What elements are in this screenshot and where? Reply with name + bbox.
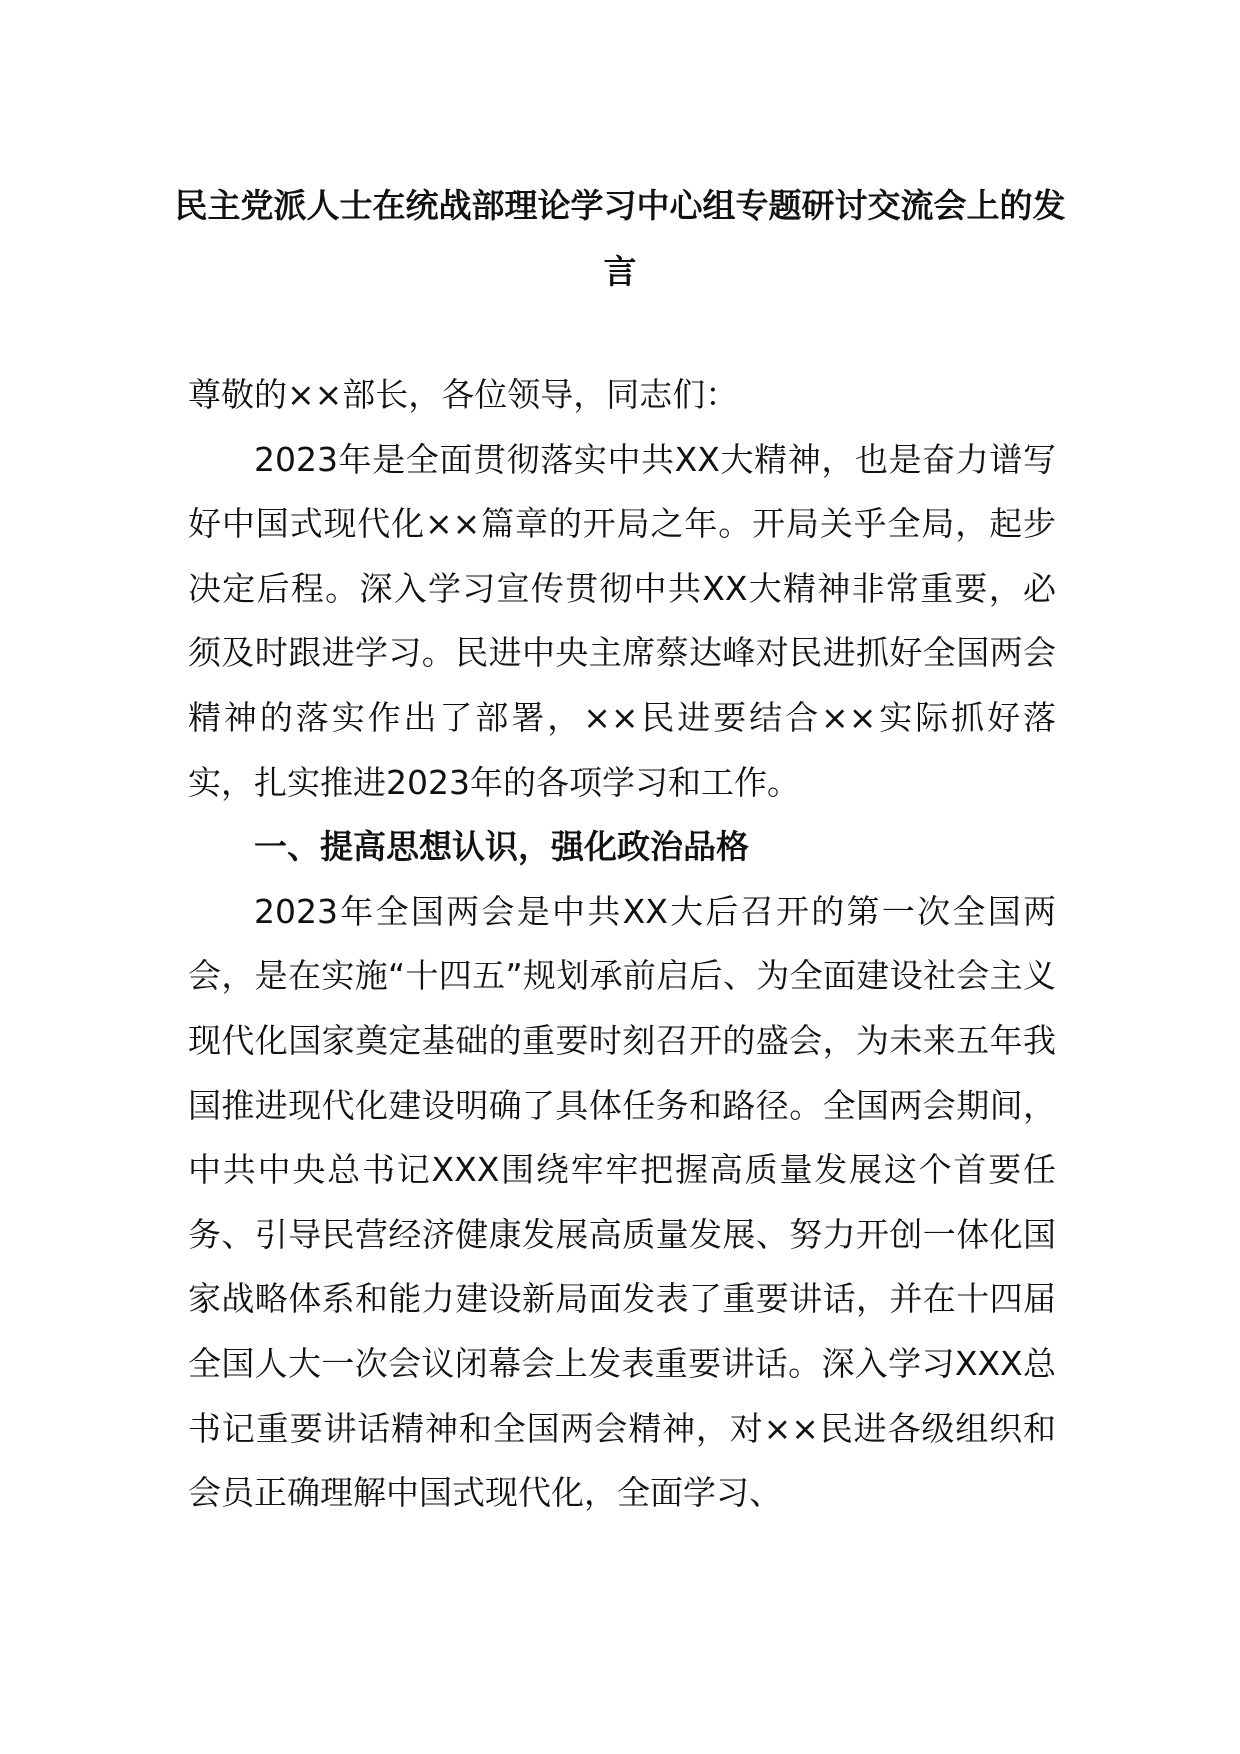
section-heading: 一、提高思想认识，强化政治品格 bbox=[254, 827, 749, 867]
salutation: 尊敬的××部长，各位领导，同志们： bbox=[188, 375, 739, 414]
paragraph-intro: 2023年是全面贯彻落实中共XX大精神，也是奋力谱写好中国式现代化××篇章的开局之年。开局关乎全局，起步决定后程。深入学习宣传贯彻中共XX大精神非常重要，必须及时跟进学习。民进中央主席蔡达峰对民进抓好全国两会精神的落实作出了部署，××民进要结合××实际抓好落实，扎实推进2023年的各项学习和工作。 bbox=[188, 439, 1056, 802]
paragraph-section-1: 2023年全国两会是中共XX大后召开的第一次全国两会，是在实施“十四五”规划承前启后、为全面建设社会主义现代化国家奠定基础的重要时刻召开的盛会，为未来五年我国推进现代化建设明确了具体任务和路径。全国两会期间，中共中央总书记XXX围绕牢牢把握高质量发展这个首要任务、引导民营经济健康发展高质量发展、努力开创一体化国家战略体系和能力建设新局面发表了重要讲话，并在十四届全国人大一次会议闭幕会上发表重要讲话。深入学习XXX总书记重要讲话精神和全国两会精神，对××民进各级组织和会员正确理解中国式现代化，全面学习、 bbox=[188, 891, 1056, 1513]
document-body bbox=[188, 363, 1056, 1526]
document-title: 民主党派人士在统战部理论学习中心组专题研讨交流会上的发言 bbox=[174, 186, 1066, 291]
